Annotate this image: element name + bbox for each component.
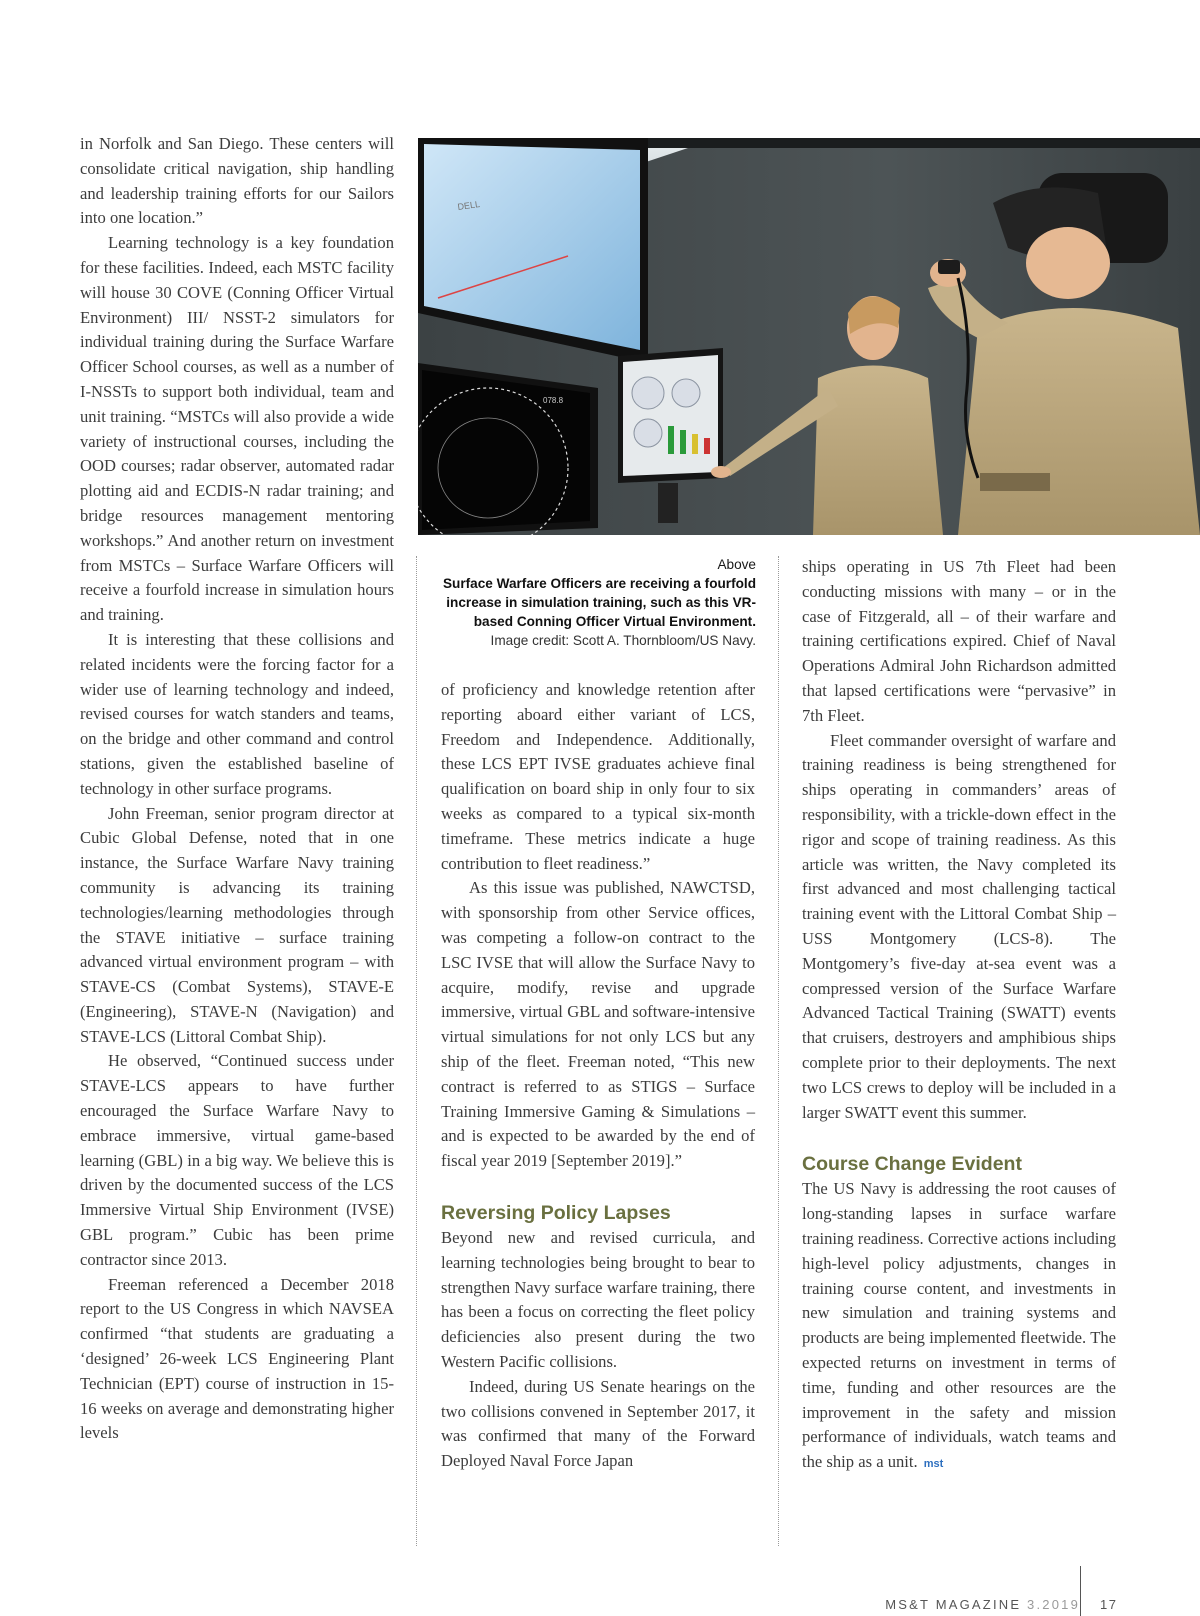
- caption-text: Surface Warfare Officers are receiving a fourfold increase in simulation training, such as this VR-based Conning Officer Virtual Environment.: [442, 576, 756, 629]
- paragraph: Learning technology is a key foundation for these facilities. Indeed, each MSTC facility will house 30 COVE (Conning Officer Virtual Environment) III/ NSST-2 simulators for individual training during the Surface Warfare Officer School courses, as well as a number of I-NSSTs to support both individual, team and unit training. “MSTCs will also provide a wide variety of instructional courses, including the OOD courses; radar observer, automated radar plotting aid and ECDIS-N radar training; and bridge resources management mentoring workshops.” And another return on investment from MSTCs – Surface Warfare Officers will receive a fourfold increase in simulation hours and training.: [80, 233, 394, 625]
- page-number: 17: [1100, 1597, 1118, 1612]
- footer-divider: [1080, 1566, 1081, 1616]
- paragraph-last: [802, 1177, 1116, 1477]
- photo-vr-simulator: [418, 138, 1200, 535]
- article-column-3: [802, 555, 1116, 1477]
- svg-text:078.8: 078.8: [543, 396, 564, 405]
- section-heading: Course Change Evident: [802, 1153, 1022, 1176]
- paragraph: ships operating in US 7th Fleet had been conducting missions with many – or in the case of Fitzgerald, all – of their warfare and training certifications expired. Chief of Naval Operations Admiral John Richardson admitted that lapsed certifications were “pervasive” in 7th Fleet.: [802, 557, 1116, 725]
- section-heading: Reversing Policy Lapses: [441, 1201, 671, 1224]
- issue-number: 3.2019: [1027, 1597, 1080, 1612]
- page-footer: [840, 1597, 1080, 1612]
- end-mark: mst: [923, 1458, 944, 1471]
- svg-text:DELL: DELL: [456, 198, 481, 212]
- paragraph: John Freeman, senior program director at Cubic Global Defense, noted that in one instance, the Surface Warfare Navy training community is advancing its training technologies/learning methodologies through the STAVE initiative – surface training advanced virtual environment program – with STAVE-CS (Combat Systems), STAVE-E (Engineering), STAVE-N (Navigation) and STAVE-LCS (Littoral Combat Ship).: [80, 803, 394, 1046]
- paragraph: Indeed, during US Senate hearings on the two collisions convened in September 2017, it was confirmed that many of the Forward Deployed Naval Force Japan: [441, 1376, 755, 1471]
- photo-vr-simulator-icon: [418, 138, 1200, 535]
- paragraph: It is interesting that these collisions and related incidents were the forcing factor for a wider use of learning technology and indeed, revised courses for watch standers and teams, on the bridge and other command and control stations, given the established baseline of technology in other surface programs.: [80, 629, 394, 798]
- article-column-2: [441, 678, 755, 1474]
- paragraph: in Norfolk and San Diego. These centers will consolidate critical navigation, ship handling and leadership training efforts for our Sailors into one location.”: [80, 134, 394, 228]
- caption-credit: Image credit: Scott A. Thornbloom/US Navy.: [490, 633, 756, 648]
- paragraph: Freeman referenced a December 2018 report to the US Congress in which NAVSEA confirmed “that students are graduating a ‘designed’ 26-week LCS Engineering Plant Technician (EPT) course of instruction in 15-16 weeks on average and demonstrating higher levels: [80, 1274, 394, 1443]
- article-column-1: [80, 132, 394, 1446]
- paragraph: As this issue was published, NAWCTSD, with sponsorship from other Service offices, was competing a follow-on contract to the LSC IVSE that will allow the Surface Navy to acquire, modify, revise and upgrade immersive, virtual GBL and software-intensive virtual simulations for not only LCS but any ship of the fleet. Freeman noted, “This new contract is referred to as STIGS – Surface Training Immersive Gaming & Simulations – and is expected to be awarded by the end of fiscal year 2019 [September 2019].”: [441, 878, 755, 1171]
- column-divider: [778, 556, 779, 1546]
- paragraph: Fleet commander oversight of warfare and training readiness is being strengthened for ships operating in commanders’ areas of responsibility, with a trickle-down effect in the rigor and scope of training readiness. As this article was written, the Navy completed its first advanced and most challenging tactical training event with the Littoral Combat Ship – USS Montgomery (LCS-8). The Montgomery’s five-day at-sea event was a compressed version of the Surface Warfare Advanced Tactical Training (SWATT) events that cruisers, destroyers and amphibious ships complete prior to their deployments. The next two LCS crews to deploy will be included in a larger SWATT event this summer.: [802, 730, 1116, 1122]
- column-divider: [416, 556, 417, 1546]
- photo-caption: [426, 555, 756, 650]
- paragraph: He observed, “Continued success under STAVE-LCS appears to have further encouraged the Surface Warfare Navy to embrace immersive, virtual game-based learning (GBL) in a big way. We believe this is driven by the documented success of the LCS Immersive Virtual Ship Environment (IVSE) GBL program.” Cubic has been prime contractor since 2013.: [80, 1051, 394, 1269]
- caption-label: Above: [717, 557, 756, 572]
- paragraph: Beyond new and revised curricula, and learning technologies being brought to bear to strengthen Navy surface warfare training, there has been a focus on correcting the fleet policy deficiencies also present during the two Western Pacific collisions.: [441, 1227, 755, 1371]
- paragraph-text: The US Navy is addressing the root causes of long-standing lapses in surface warfare training readiness. Corrective actions including high-level policy adjustments, changes in training course content, and investments in new simulation and training systems and products are being implemented fleetwide. The expected returns on investment in terms of time, funding and other resources are the improvement in the safety and mission performance of individuals, watch teams and the ship as a unit.: [802, 1179, 1116, 1472]
- paragraph: of proficiency and knowledge retention after reporting aboard either variant of LCS, Freedom and Independence. Additionally, these LCS EPT IVSE graduates achieve final qualification on board ship in only four to six weeks as compared to a typical six-month timeframe. These metrics indicate a huge contribution to fleet readiness.”: [441, 680, 755, 873]
- magazine-name: MS&T MAGAZINE: [885, 1597, 1022, 1612]
